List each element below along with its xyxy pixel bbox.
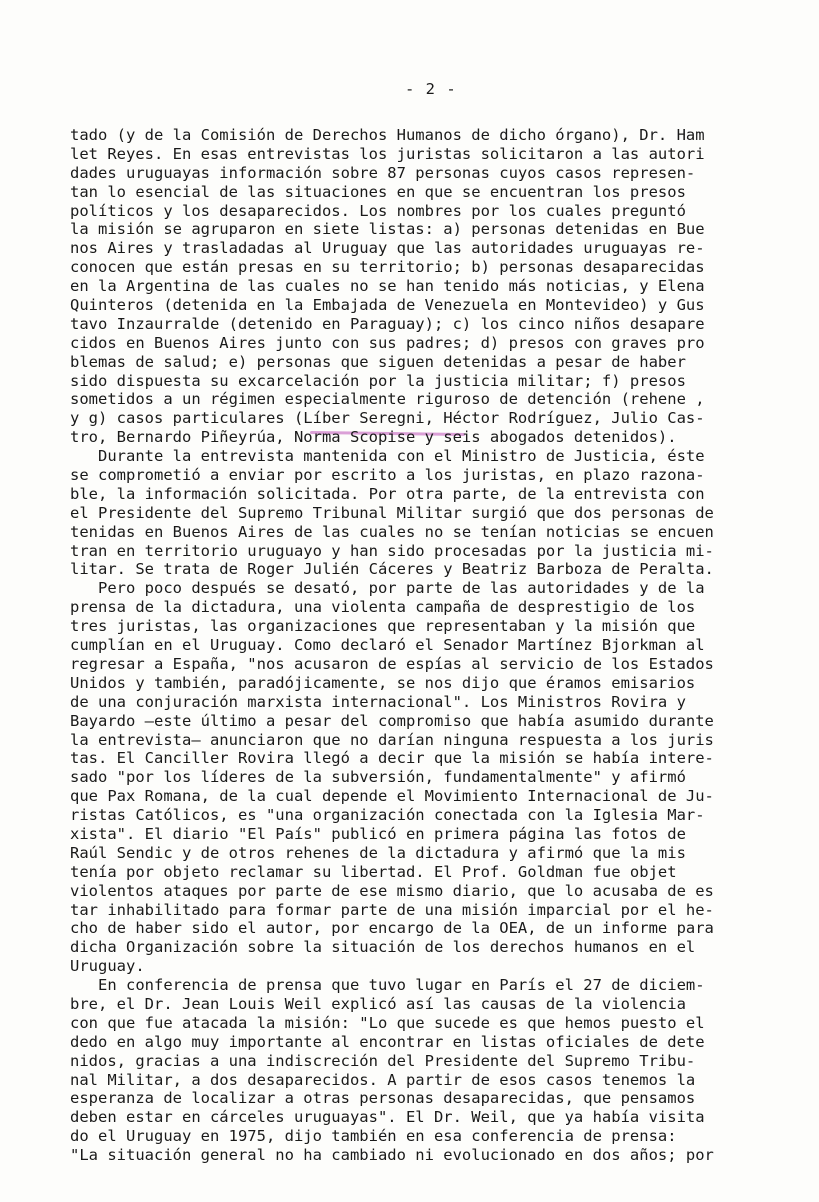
text-line: dedo en algo muy importante al encontrar en listas oficiales de dete [70, 1032, 705, 1051]
paragraph-start-line: Pero poco después se desató, por parte de las autoridades y de la [98, 579, 705, 598]
body-text [70, 126, 790, 1165]
text-line: tavo Inzaurralde (detenido en Paraguay); c) los cinco niños desapare [70, 314, 705, 333]
text-line: sido dispuesta su excarcelación por la justicia militar; f) presos [70, 371, 686, 390]
text-line: con que fue atacada la misión: "Lo que sucede es que hemos puesto el [70, 1013, 705, 1032]
text-line: nidos, gracias a una indiscreción del Presidente del Supremo Tribu- [70, 1051, 696, 1070]
text-line: ble, la información solicitada. Por otra parte, de la entrevista con [70, 484, 705, 503]
text-line: regresar a España, "nos acusaron de espías al servicio de los Estados [70, 654, 714, 673]
text-line: Bayardo —este último a pesar del compromiso que había asumido durante [70, 711, 714, 730]
text-line: tas. El Canciller Rovira llegó a decir que la misión se había intere- [70, 749, 714, 768]
text-line: nos Aires y trasladadas al Uruguay que las autoridades uruguayas re- [70, 239, 705, 258]
text-line: y g) casos particulares (Líber Seregni, Héctor Rodríguez, Julio Cas- [70, 409, 705, 428]
text-line: let Reyes. En esas entrevistas los juristas solicitaron a las autori [70, 144, 705, 163]
text-line: tado (y de la Comisión de Derechos Humanos de dicho órgano), Dr. Ham [70, 126, 705, 144]
text-line: cho de haber sido el autor, por encargo de la OEA, de un informe para [70, 919, 714, 938]
text-line: cidos en Buenos Aires junto con sus padres; d) presos con graves pro [70, 333, 705, 352]
text-line: violentos ataques por parte de ese mismo diario, que lo acusaba de es [70, 881, 714, 900]
text-line: políticos y los desaparecidos. Los nombres por los cuales preguntó [70, 201, 686, 220]
text-line: que Pax Romana, de la cual depende el Movimiento Internacional de Ju- [70, 787, 714, 806]
text-line: do el Uruguay en 1975, dijo también en esa conferencia de prensa: [70, 1127, 677, 1146]
page-number: - 2 - [405, 80, 457, 98]
text-line: blemas de salud; e) personas que siguen detenidas a pesar de haber [70, 352, 686, 371]
text-line: nal Militar, a dos desaparecidos. A partir de esos casos tenemos la [70, 1070, 696, 1089]
text-line: xista". El diario "El País" publicó en primera página las fotos de [70, 824, 686, 843]
text-line: deben estar en cárceles uruguayas". El Dr. Weil, que ya había visita [70, 1108, 705, 1127]
text-line: sometidos a un régimen especialmente riguroso de detención (rehene , [70, 390, 705, 409]
text-line: Quinteros (detenida en la Embajada de Venezuela en Montevideo) y Gus [70, 296, 705, 315]
text-line: el Presidente del Supremo Tribunal Militar surgió que dos personas de [70, 503, 714, 522]
text-line: Uruguay. [70, 957, 145, 976]
text-line: tres juristas, las organizaciones que representaban y la misión que [70, 617, 696, 636]
text-line: conocen que están presas en su territorio; b) personas desaparecidas [70, 258, 705, 277]
text-line: la entrevista— anunciaron que no darían ninguna respuesta a los juris [70, 730, 714, 749]
text-line: tenidas en Buenos Aires de las cuales no se tenían noticias se encuen [70, 522, 714, 541]
text-line: prensa de la dictadura, una violenta campaña de desprestigio de los [70, 598, 696, 617]
text-line: tar inhabilitado para formar parte de una misión imparcial por el he- [70, 900, 714, 919]
paragraph-start-line: Durante la entrevista mantenida con el Ministro de Justicia, éste [98, 447, 705, 466]
text-line: tenía por objeto reclamar su libertad. El Prof. Goldman fue objet [70, 862, 677, 881]
text-line: tan lo esencial de las situaciones en que se encuentran los presos [70, 182, 686, 201]
text-line: litar. Se trata de Roger Julién Cáceres y Beatriz Barboza de Peralta. [70, 560, 714, 579]
text-line: en la Argentina de las cuales no se han tenido más noticias, y Elena [70, 277, 705, 296]
text-line: tro, Bernardo Piñeyrúa, Norma Scopise y seis abogados detenidos). [70, 428, 677, 447]
paragraph-start-line: En conferencia de prensa que tuvo lugar en París el 27 de diciem- [98, 976, 705, 995]
text-line: tran en territorio uruguayo y han sido procesadas por la justicia mi- [70, 541, 714, 560]
text-line: bre, el Dr. Jean Louis Weil explicó así las causas de la violencia [70, 994, 686, 1013]
text-line: Unidos y también, paradójicamente, se nos dijo que éramos emisarios [70, 673, 696, 692]
text-line: la misión se agruparon en siete listas: a) personas detenidas en Bue [70, 220, 705, 239]
text-line: sado "por los líderes de la subversión, fundamentalmente" y afirmó [70, 768, 686, 787]
text-line: se comprometió a enviar por escrito a los juristas, en plazo razona- [70, 466, 705, 485]
text-line: esperanza de localizar a otras personas desaparecidas, que pensamos [70, 1089, 696, 1108]
text-line: de una conjuración marxista internacional". Los Ministros Rovira y [70, 692, 686, 711]
text-line: dicha Organización sobre la situación de los derechos humanos en el [70, 938, 696, 957]
text-line: dades uruguayas información sobre 87 personas cuyos casos represen- [70, 163, 696, 182]
text-line: Raúl Sendic y de otros rehenes de la dictadura y afirmó que la mis [70, 843, 686, 862]
text-line: "La situación general no ha cambiado ni evolucionado en dos años; por [70, 1146, 714, 1165]
text-line: cumplían en el Uruguay. Como declaró el Senador Martínez Bjorkman al [70, 636, 705, 655]
text-line: ristas Católicos, es "una organización conectada con la Iglesia Mar- [70, 806, 705, 825]
